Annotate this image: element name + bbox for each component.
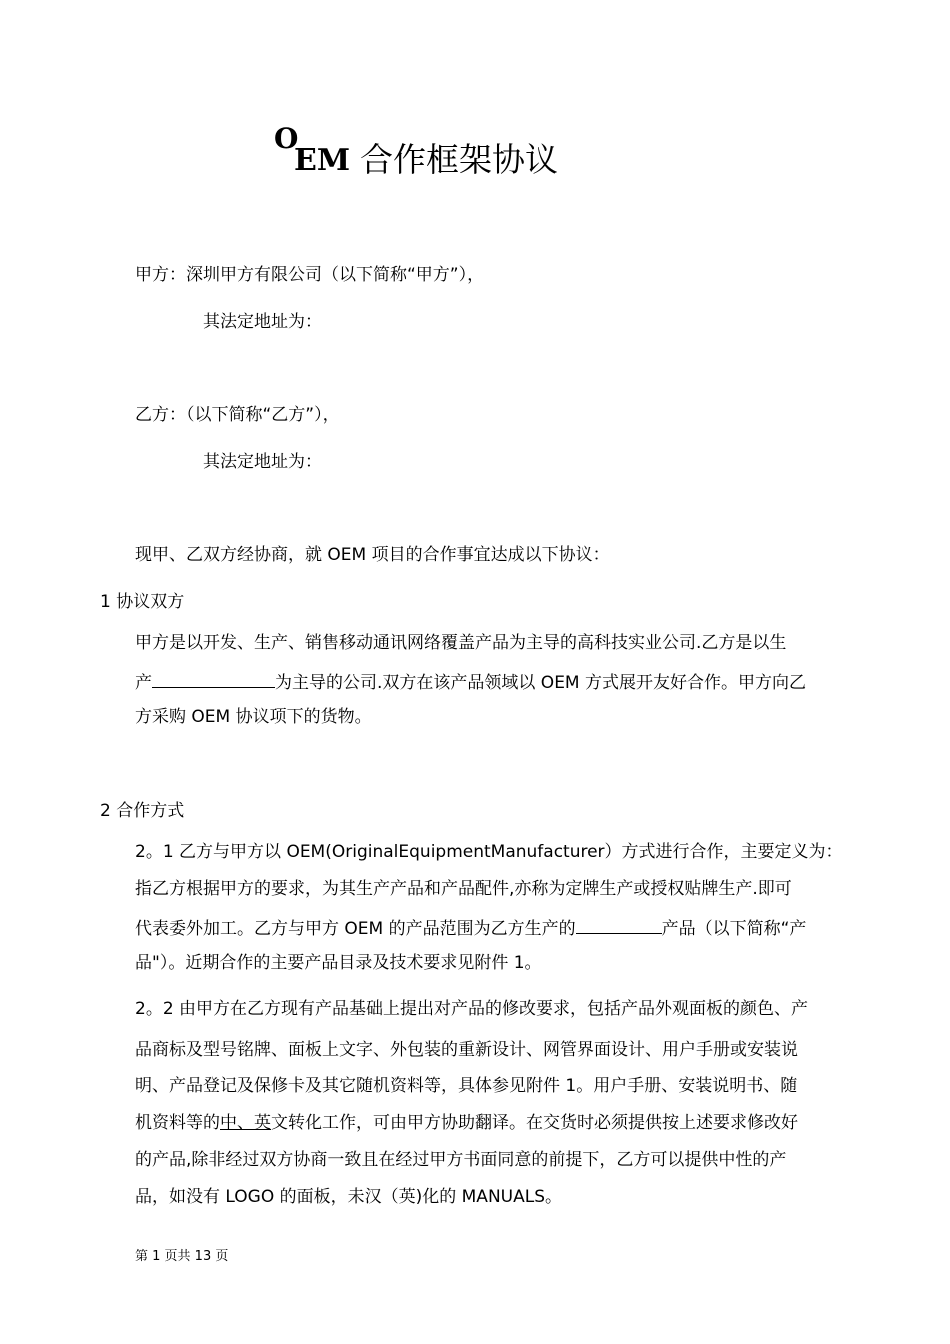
fill-in-blank-product-range[interactable] [576, 915, 662, 934]
intro-paragraph: 现甲、乙双方经协商，就 OEM 项目的合作事宜达成以下协议： [135, 545, 610, 565]
section-2-2-line-4-end: 文转化工作，可由甲方协助翻译。在交货时必须提供按上述要求修改好 [271, 1113, 798, 1133]
section-2-1-line-1: 2。1 乙方与甲方以 OEM(OriginalEquipmentManufacturer）方式进行合作，主要定义为： [135, 842, 843, 862]
underlined-languages: 中、英 [220, 1113, 271, 1133]
party-b-line: 乙方：（以下简称“乙方”）， [135, 405, 340, 425]
section-2-2-line-4 [135, 1112, 798, 1134]
section-2-2-line-3: 明、产品登记及保修卡及其它随机资料等，具体参见附件 1。用户手册、安装说明书、随 [135, 1076, 798, 1096]
section-2-heading: 2 合作方式 [100, 801, 185, 821]
section-1-line-1: 甲方是以开发、生产、销售移动通讯网络覆盖产品为主导的高科技实业公司.乙方是以生 [135, 633, 787, 653]
section-2-1-line-4: 品"）。近期合作的主要产品目录及技术要求见附件 1。 [135, 953, 542, 973]
title-letters-em: EM [294, 143, 351, 178]
section-1-line-3: 方采购 OEM 协议项下的货物。 [135, 707, 372, 727]
page-footer: 第 1 页共 13 页 [135, 1249, 229, 1264]
section-2-2-line-5: 的产品,除非经过双方协商一致且在经过甲方书面同意的前提下，乙方可以提供中性的产 [135, 1150, 787, 1170]
section-2-2-line-2: 品商标及型号铭牌、面板上文字、外包装的重新设计、网管界面设计、用户手册或安装说 [135, 1040, 798, 1060]
party-a-line: 甲方：深圳甲方有限公司（以下简称“甲方”）， [135, 265, 485, 285]
section-1-heading: 1 协议双方 [100, 592, 185, 612]
party-b-address: 其法定地址为： [203, 452, 322, 472]
party-a-address: 其法定地址为： [203, 312, 322, 332]
section-2-2-line-6: 品，如没有 LOGO 的面板，未汉（英)化的 MANUALS。 [135, 1187, 562, 1207]
title-text: 合作框架协议 [360, 140, 558, 179]
section-2-2-line-4-start: 机资料等的 [135, 1113, 220, 1133]
section-1-line-2 [135, 669, 806, 694]
section-2-1-line-2: 指乙方根据甲方的要求，为其生产产品和产品配件,亦称为定牌生产或授权贴牌生产.即可 [135, 879, 792, 899]
section-2-2-line-1: 2。2 由甲方在乙方现有产品基础上提出对产品的修改要求，包括产品外观面板的颜色、产 [135, 999, 809, 1019]
section-1-line-2-end: 为主导的公司.双方在该产品领域以 OEM 方式展开友好合作。甲方向乙 [275, 673, 806, 693]
section-1-line-2-start: 产 [135, 673, 152, 693]
fill-in-blank-product[interactable] [152, 669, 275, 688]
section-2-1-line-3-start: 代表委外加工。乙方与甲方 OEM 的产品范围为乙方生产的 [135, 919, 576, 939]
title-letter-o: O [274, 122, 299, 155]
section-2-1-line-3-end: 产品（以下简称“产 [661, 919, 807, 939]
section-2-1-line-3 [135, 915, 806, 940]
